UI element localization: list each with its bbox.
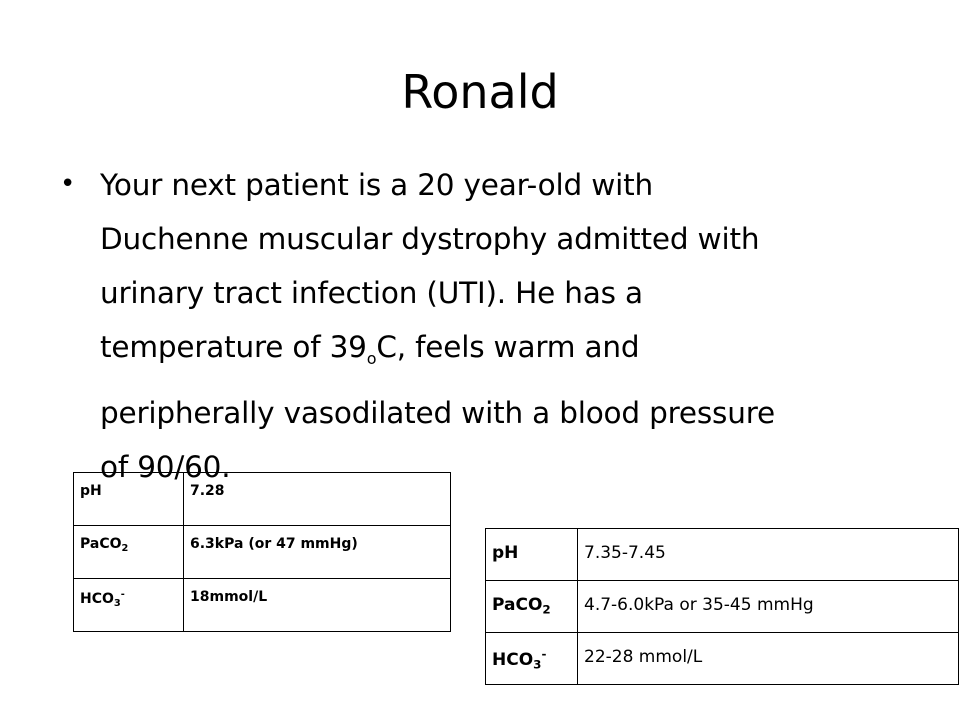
table-row <box>74 473 451 526</box>
slide-title: Ronald <box>401 65 559 119</box>
bullet-line: of 90/60. <box>100 449 231 484</box>
table-label-cell: $HCO_3^-$ <box>74 579 184 632</box>
table-row <box>486 529 959 581</box>
table-label-cell: pH <box>486 529 578 581</box>
table-row <box>74 579 451 632</box>
table-value-cell: 4.7-6.0kPa or 35-45 mmHg <box>578 581 959 633</box>
table-label-cell: PaCO$_2$ <box>74 526 184 579</box>
table-label-cell: $HCO_3^-$ <box>486 633 578 685</box>
table-row <box>486 581 959 633</box>
table-value-cell: 22-28 mmol/L <box>578 633 959 685</box>
bullet-line: peripherally vasodilated with a blood pressure <box>100 395 775 430</box>
table-label-cell: pH <box>74 473 184 526</box>
reference-range-table <box>485 528 959 685</box>
degree-symbol: o <box>366 348 377 368</box>
patient-abg-table <box>73 472 451 632</box>
table-row <box>74 526 451 579</box>
bullet-text <box>100 158 920 494</box>
bullet-point <box>60 158 920 494</box>
bullet-line: Duchenne muscular dystrophy admitted with <box>100 222 760 256</box>
table-value-cell: 18mmol/L <box>184 579 451 632</box>
bullet-dot-icon: • <box>60 169 76 199</box>
bullet-line-temperature <box>100 320 920 386</box>
table-value-cell: 7.28 <box>184 473 451 526</box>
table-value-cell: 7.35-7.45 <box>578 529 959 581</box>
table-row <box>486 633 959 685</box>
temperature-text-after: C, feels warm and <box>376 330 640 364</box>
table-label-cell: PaCO$_2$ <box>486 581 578 633</box>
temperature-text: temperature of 39 <box>100 330 367 364</box>
table-value-cell: 6.3kPa (or 47 mmHg) <box>184 526 451 579</box>
bullet-line: urinary tract infection (UTI). He has a <box>100 276 643 310</box>
bullet-line: Your next patient is a 20 year-old with <box>100 168 654 202</box>
